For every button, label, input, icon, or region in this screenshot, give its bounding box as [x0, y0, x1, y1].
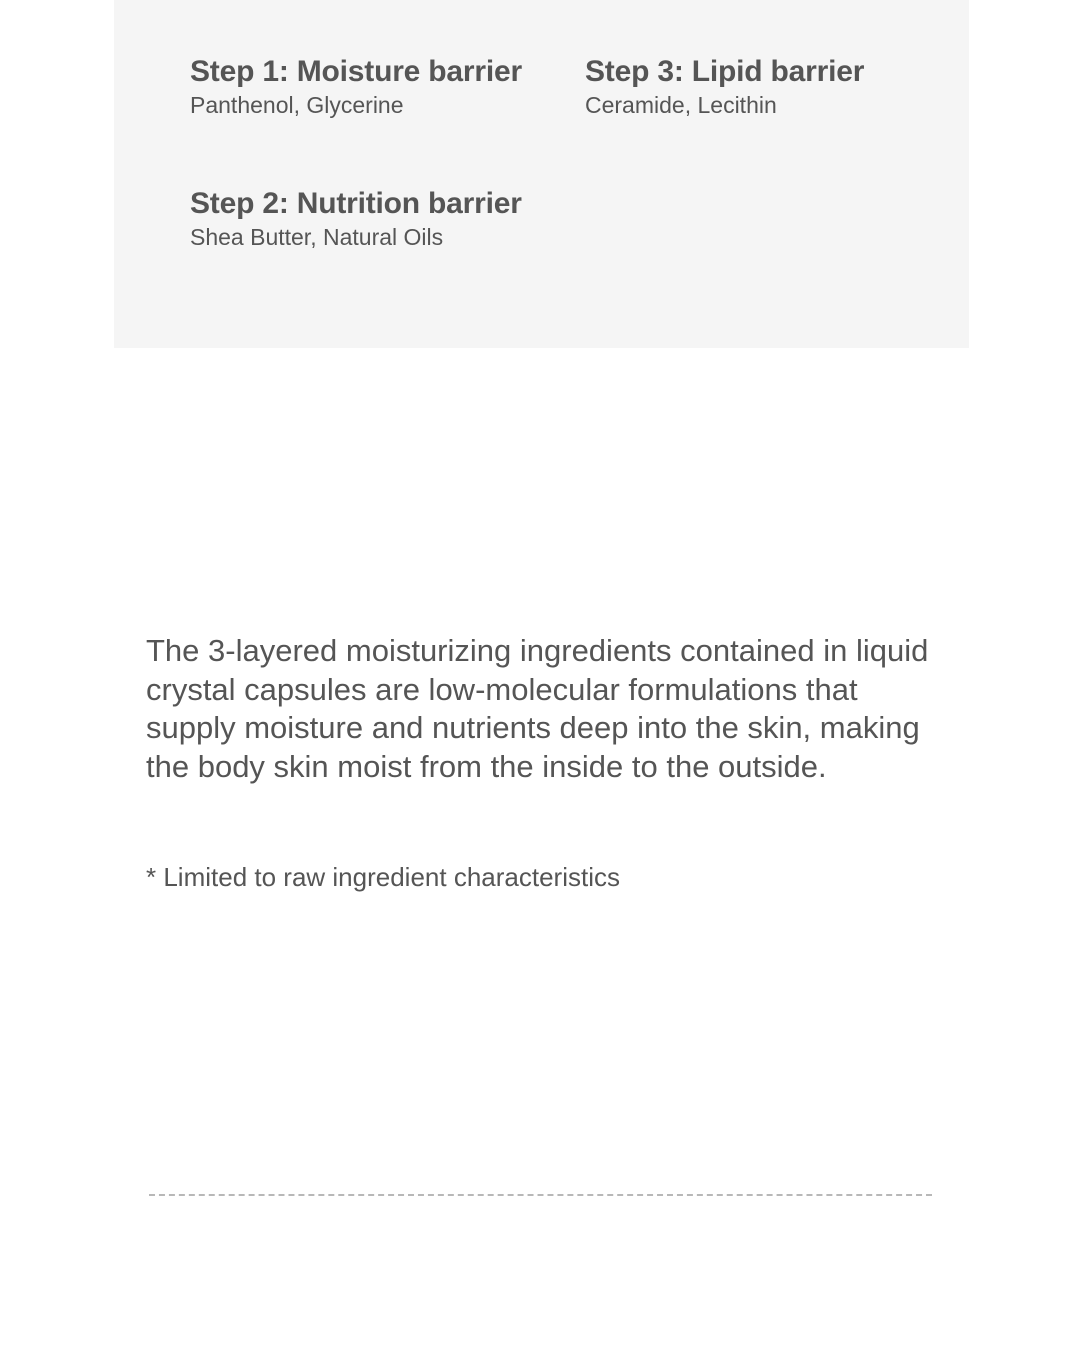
step-2-nutrition-barrier	[190, 186, 570, 252]
step-3-ingredients: Ceramide, Lecithin	[585, 92, 777, 118]
step-1-ingredients: Panthenol, Glycerine	[190, 92, 404, 118]
barrier-steps-panel	[114, 0, 969, 348]
step-3-lipid-barrier	[585, 54, 965, 120]
step-2-title: Step 2: Nutrition barrier	[190, 187, 522, 220]
step-2-ingredients: Shea Butter, Natural Oils	[190, 224, 444, 250]
product-description: The 3-layered moisturizing ingredients contained in liquid crystal capsules are low-molecular formulations that supply moisture and nutrients deep into the skin, making the body skin moist from the inside to the outside.	[146, 633, 929, 784]
step-3-title: Step 3: Lipid barrier	[585, 55, 865, 88]
step-1-moisture-barrier	[190, 54, 570, 120]
step-1-title: Step 1: Moisture barrier	[190, 55, 522, 88]
dashed-divider	[149, 1194, 932, 1196]
ingredient-footnote: * Limited to raw ingredient characteristics	[146, 862, 620, 892]
